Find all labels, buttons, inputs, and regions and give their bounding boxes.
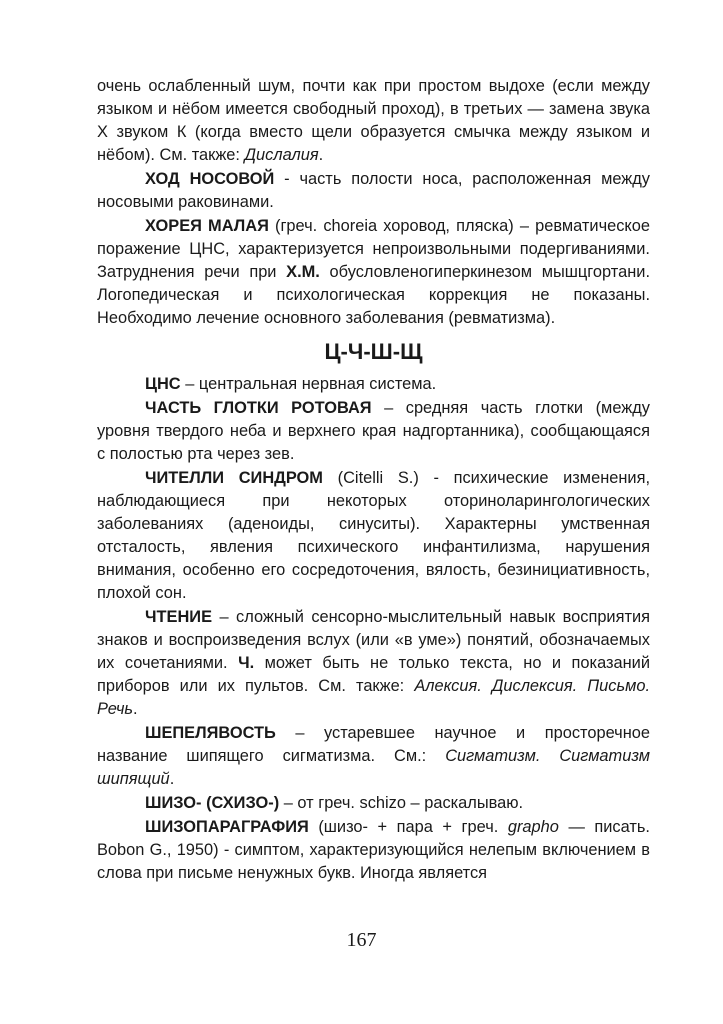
entry-term: ХОРЕЯ МАЛАЯ <box>145 217 269 235</box>
entry-definition: (Citelli S.) - психические изменения, наблюдающиеся при некоторых оториноларингологических заболеваниях (аденоиды, синуситы). Характерны умственная отсталость, явления психического инфантилизма, нарушения внимания, особенно его сосредоточения, вялость, безинициативность, плохой сон. <box>97 469 650 602</box>
entry-term: ХОД НОСОВОЙ <box>145 170 275 188</box>
entry-definition: – центральная нервная система. <box>180 375 437 393</box>
entry-definition: (греч. choreia хоровод, пляска) – ревматическое поражение ЦНС, характеризуется непроизвольными подергиваниями. Затруднения речи при <box>97 217 651 281</box>
entry-definition-cont: может быть не только текста, но и показаний приборов или их пультов. См. также: <box>97 654 650 695</box>
entry-definition: – средняя часть глотки (между уровня твердого неба и верхнего края надгортанника), сообщающаяся с полостью рта через зев. <box>97 399 650 463</box>
entry-term: ЧТЕНИЕ <box>145 608 213 626</box>
entry-hod-nosovoi <box>97 168 650 214</box>
greek-word: grapho <box>507 818 559 836</box>
entry-term: ЦНС <box>145 375 181 393</box>
page-number: 167 <box>346 929 377 951</box>
entry-chtenie: ЧТЕНИЕ – сложный сенсорно-мыслительный навык восприятия знаков и воспроизведения вслух (или «в уме») понятий, обозначаемых их сочетаниями. Ч. может быть не только текста, но и показаний приборов или их пультов. См. также: Алексия. Дислексия. Письмо. Речь. <box>97 608 650 718</box>
entry-definition: – сложный сенсорно-мыслительный навык восприятия знаков и воспроизведения вслух (или «в уме») понятий, обозначаемых их сочетаниями. <box>97 608 650 672</box>
cross-reference: Сигматизм. Сигматизм шипящий <box>97 747 650 788</box>
entry-shizo <box>97 792 650 815</box>
paragraph-text: очень ослабленный шум, почти как при простом выдохе (если между языком и нёбом имеется свободный проход), в третьих — замена звука Х звуком К (когда вместо щели образуется смычка между языком и нёбом). См. также: <box>97 77 650 164</box>
entry-term: ШИЗО- (СХИЗО-) <box>145 794 280 812</box>
entry-horeya-malaya <box>97 215 650 330</box>
cross-reference: Дислалия <box>244 146 319 164</box>
entry-definition-cont: — писать. Bobon G., 1950) - симптом, характеризующийся нелепым включением в слова при письме ненужных букв. Иногда является <box>97 818 650 882</box>
entry-definition-cont: обусловленогиперкинезом мышцгортани. Логопедическая и психологическая коррекция не показаны. Необходимо лечение основного заболевания (ревматизма). <box>97 263 650 327</box>
entry-cns <box>97 373 650 396</box>
entry-term: ШЕПЕЛЯВОСТЬ <box>145 724 276 742</box>
entry-chitelli <box>97 467 650 605</box>
entry-definition: - часть полости носа, расположенная между носовыми раковинами. <box>97 170 650 211</box>
page-body <box>97 75 650 885</box>
entry-chast-glotki <box>97 397 650 466</box>
entry-definition: (шизо- + пара + греч. <box>308 818 508 836</box>
entry-term: ЧАСТЬ ГЛОТКИ РОТОВАЯ <box>145 399 372 417</box>
paragraph-continuation: очень ослабленный шум, почти как при простом выдохе (если между языком и нёбом имеется свободный проход), в третьих — замена звука Х звуком К (когда вместо щели образуется смычка между языком и нёбом). См. также: Дислалия. <box>97 77 650 164</box>
entry-shizoparagrafiya <box>97 816 650 885</box>
entry-definition: – от греч. schizo – раскалываю. <box>279 794 524 812</box>
entry-definition: – устаревшее научное и просторечное название шипящего сигматизма. См.: <box>97 724 650 765</box>
entry-shepelyavost: ШЕПЕЛЯВОСТЬ – устаревшее научное и просторечное название шипящего сигматизма. См.: Сигматизм. Сигматизм шипящий. <box>97 724 650 788</box>
entry-abbreviation: Х.М. <box>286 263 320 281</box>
entry-term: ШИЗОПАРАГРАФИЯ <box>145 818 309 836</box>
entry-term: ЧИТЕЛЛИ СИНДРОМ <box>145 469 323 487</box>
section-heading: Ц-Ч-Ш-Щ <box>324 339 423 364</box>
cross-reference: Алексия. Дислексия. Письмо. Речь <box>97 677 650 718</box>
entry-abbreviation: Ч. <box>238 654 255 672</box>
